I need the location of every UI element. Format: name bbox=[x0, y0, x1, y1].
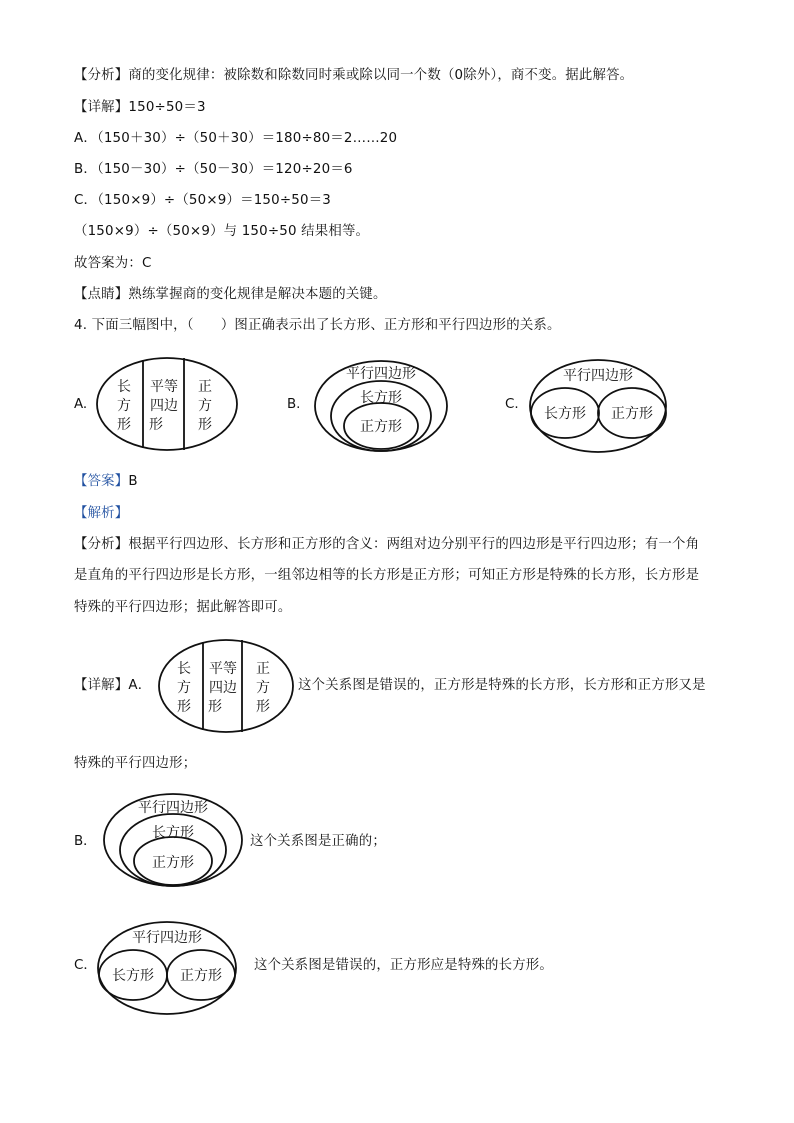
right-label: 正方形 bbox=[180, 968, 222, 984]
detail-b-text: 这个关系图是正确的； bbox=[250, 834, 386, 849]
detail-line bbox=[74, 98, 206, 118]
middle-label: 长方形 bbox=[152, 825, 194, 841]
diagram-b-nested bbox=[312, 356, 452, 456]
left-label: 长方形 bbox=[112, 968, 154, 984]
region-left-line-1: 长 bbox=[177, 661, 191, 677]
region-right-line-1: 正 bbox=[198, 379, 212, 395]
explanation-analysis-line-1 bbox=[74, 535, 699, 555]
calc-line-a: A．（150＋30）÷（50＋30）＝180÷80＝2……20 bbox=[74, 131, 398, 146]
region-middle-line-1: 平等 bbox=[209, 661, 237, 677]
tip-line bbox=[74, 285, 387, 305]
answer-line bbox=[74, 472, 138, 492]
analysis-text: 商的变化规律：被除数和除数同时乘或除以同一个数（0除外），商不变。据此解答。 bbox=[128, 68, 634, 83]
answer-value: B bbox=[128, 474, 138, 489]
calc-line-b: B．（150－30）÷（50－30）＝120÷20＝6 bbox=[74, 162, 353, 177]
region-middle-line-2: 四边 bbox=[150, 398, 178, 414]
inner-label: 正方形 bbox=[360, 419, 402, 435]
detail-tag: 【详解】 bbox=[74, 100, 129, 115]
option-c-label: C. bbox=[505, 397, 519, 412]
detail-b-label: B． bbox=[74, 834, 97, 849]
explanation-analysis-tag: 【分析】 bbox=[74, 537, 129, 552]
detail-a-continuation: 特殊的平行四边形； bbox=[74, 756, 197, 771]
region-right-line-1: 正 bbox=[256, 661, 270, 677]
middle-label: 长方形 bbox=[360, 390, 402, 406]
final-answer-line: 故答案为：C bbox=[74, 256, 152, 271]
outer-label: 平行四边形 bbox=[138, 800, 208, 816]
region-left-line-3: 形 bbox=[117, 417, 131, 433]
region-left-line-1: 长 bbox=[117, 379, 131, 395]
region-right-line-2: 方 bbox=[256, 680, 270, 696]
calc-line-c: C．（150×9）÷（50×9）＝150÷50＝3 bbox=[74, 193, 332, 208]
option-a-label: A. bbox=[74, 397, 88, 412]
question-4-text: 4. 下面三幅图中，（ ）图正确表示出了长方形、正方形和平行四边形的关系。 bbox=[74, 318, 561, 333]
outer-label: 平行四边形 bbox=[132, 930, 202, 946]
tip-text: 熟练掌握商的变化规律是解决本题的关键。 bbox=[128, 287, 387, 302]
region-right-line-3: 形 bbox=[256, 699, 270, 715]
detail-a-text: 这个关系图是错误的，正方形是特殊的长方形，长方形和正方形又是 bbox=[298, 678, 706, 693]
region-left-line-2: 方 bbox=[177, 680, 191, 696]
result-equal-line: （150×9）÷（50×9）与 150÷50 结果相等。 bbox=[74, 224, 370, 239]
detail-diagram-a bbox=[156, 636, 296, 736]
option-b-label: B. bbox=[287, 397, 301, 412]
region-middle-line-3: 形 bbox=[208, 699, 222, 715]
left-label: 长方形 bbox=[544, 406, 586, 422]
analysis-line bbox=[74, 66, 633, 86]
inner-label: 正方形 bbox=[152, 855, 194, 871]
explanation-analysis-text-1: 根据平行四边形、长方形和正方形的含义：两组对边分别平行的四边形是平行四边形；有一个角 bbox=[128, 537, 700, 552]
region-middle-line-2: 四边 bbox=[209, 680, 237, 696]
region-middle-line-1: 平等 bbox=[150, 379, 178, 395]
tip-tag: 【点睛】 bbox=[74, 287, 129, 302]
detail-diagram-c bbox=[94, 918, 240, 1018]
detail-diagram-b bbox=[102, 790, 248, 892]
detail-a-prefix bbox=[74, 676, 151, 696]
analysis-tag: 【分析】 bbox=[74, 68, 129, 83]
explanation-tag: 【解析】 bbox=[74, 506, 129, 521]
region-right-line-3: 形 bbox=[198, 417, 212, 433]
region-left-line-3: 形 bbox=[177, 699, 191, 715]
outer-label: 平行四边形 bbox=[346, 366, 416, 382]
explanation-analysis-line-3: 特殊的平行四边形；据此解答即可。 bbox=[74, 600, 292, 615]
explanation-analysis-line-2: 是直角的平行四边形是长方形，一组邻边相等的长方形是正方形；可知正方形是特殊的长方形，长方形是 bbox=[74, 568, 700, 583]
detail-c-label: C． bbox=[74, 958, 97, 973]
answer-tag: 【答案】 bbox=[74, 474, 129, 489]
region-right-line-2: 方 bbox=[198, 398, 212, 414]
region-middle-line-3: 形 bbox=[149, 417, 163, 433]
outer-label: 平行四边形 bbox=[563, 368, 633, 384]
diagram-c-side-by-side bbox=[526, 356, 672, 456]
diagram-a-partition bbox=[94, 354, 240, 454]
detail-tag: 【详解】 bbox=[74, 678, 129, 693]
detail-a-label: A． bbox=[128, 678, 152, 693]
detail-text: 150÷50＝3 bbox=[128, 100, 206, 115]
region-left-line-2: 方 bbox=[117, 398, 131, 414]
right-label: 正方形 bbox=[611, 406, 653, 422]
detail-c-text: 这个关系图是错误的，正方形应是特殊的长方形。 bbox=[254, 958, 553, 973]
